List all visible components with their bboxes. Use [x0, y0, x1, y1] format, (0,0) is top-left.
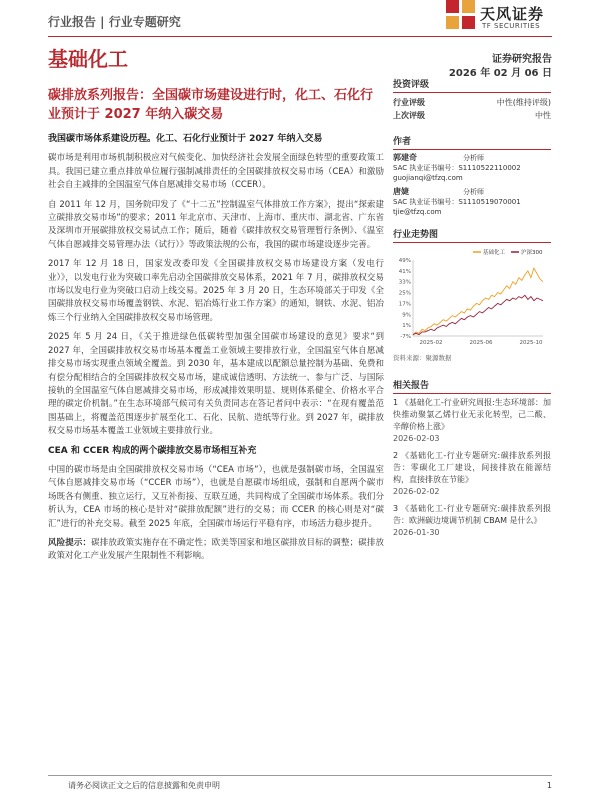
report-title: 碳排放系列报告：全国碳市场建设进行时，化工、石化行业预计于 2027 年纳入碳交易: [48, 88, 374, 122]
rating-value: 中性(维持评级): [496, 98, 551, 107]
related-date: 2026-02-03: [393, 434, 440, 443]
risk-label: 风险提示：: [48, 537, 92, 548]
section-heading: CEA 和 CCER 构成的两个碳排放交易市场相互补充: [48, 445, 257, 456]
report-category: 行业报告 | 行业专题研究: [48, 15, 181, 29]
trend-chart: [393, 246, 551, 351]
series-line: [413, 295, 543, 334]
related-num: 1: [393, 398, 399, 407]
author-role: 分析师: [463, 154, 484, 162]
related-num: 2: [393, 451, 399, 460]
author-role: 分析师: [463, 188, 484, 196]
related-list: [393, 397, 551, 539]
y-tick-label: 41%: [398, 268, 411, 275]
author-name: 郭建奇: [393, 153, 417, 162]
main-body: [48, 133, 384, 570]
x-tick-label: 2025-10: [519, 340, 543, 346]
rating-row: [393, 96, 551, 109]
logo-subtext: TF SECURITIES: [482, 22, 541, 30]
y-tick-label: 25%: [398, 290, 411, 297]
related-text: 《基础化工-行业专题研究:碳排放系列报告：欧洲碳边境调节机制 CBAM 是什么》: [393, 504, 551, 525]
authors-section-title: 作者: [393, 134, 551, 150]
rating-label: 行业评级: [393, 98, 425, 107]
related-item[interactable]: [393, 450, 551, 498]
paragraph: 中国的碳市场是由全国碳排放权交易市场（“CEA 市场”），也就是强制碳市场，全国温室气体自愿减排交易市场（“CCER 市场”），也就是自愿碳市场组成，强制和自愿两个碳市场既各有侧重、独立运行，又互补衔接、互联互通，共同构成了全国碳市场体系。我们分析认为，CEA 市场的核心是针对“碳排放配额”进行的交易；而 CCER 的核心则是对“碳汇”进行的补充交易。截至 2025 年底，全国碳市场运行平稳有序，市场活力稳步提升。: [48, 464, 384, 529]
related-num: 3: [393, 504, 399, 513]
author-name: 唐婕: [393, 187, 409, 196]
related-text: 《基础化工-行业研究周报:生态环境部：加快推动聚氯乙烯行业无汞化转型，己二酸、辛醇价格上涨》: [393, 398, 551, 431]
related-text: 《基础化工-行业专题研究:碳排放系列报告：零碳化工厂建设，间接排放在能源结构，直接排放在节能》: [393, 451, 551, 484]
series-line: [413, 268, 543, 335]
logo-text: 天风证券: [480, 5, 545, 23]
y-tick-label: 49%: [398, 258, 411, 264]
author-email[interactable]: guojianqi@tfzq.com: [393, 174, 463, 182]
logo-mark-icon: [446, 0, 476, 30]
chart-source: 资料来源：聚源数据: [393, 354, 452, 362]
paragraph: 2025 年 5 月 24 日，《关于推进绿色低碳转型加强全国碳市场建设的意见》要求“到 2027 年，全国碳排放权交易市场基本覆盖工业领域主要排放行业，全国温室气体自愿减排交易市场实现重点领域全覆盖。到 2030 年，基本建成以配额总量控制为基础、免费和有偿分配相结合的全国碳排放权交易市场，建成诚信透明、方法统一、参与广泛、与国际接轨的全国温室气体自愿减排交易市场，形成减排效果明显、规则体系健全、价格水平合理的碳定价机制。”在生态环境部气候司有关负责同志在答记者问中表示：“在现有覆盖范围基础上，将覆盖范围逐步扩展至化工、石化、民航、造纸等行业。到 2027 年，碳排放权交易市场基本覆盖工业领域主要排放行业。: [48, 332, 384, 437]
related-item[interactable]: [393, 503, 551, 539]
prev-rating-value: 中性: [535, 111, 551, 120]
trend-section-title: 行业走势图: [393, 227, 551, 243]
y-tick-label: 17%: [398, 301, 411, 308]
related-item[interactable]: [393, 397, 551, 445]
x-tick-label: 2025-02: [419, 340, 443, 346]
footer-disclaimer: 请务必阅读正文之后的信息披露和免责申明: [68, 781, 220, 790]
paragraph: 2017 年 12 月 18 日，国家发改委印发《全国碳排放权交易市场建设方案（发电行业）》，以发电行业为突破口率先启动全国碳排放交易体系，2021 年 7 月，碳排放权交易市场以发电行业为突破口启动上线交易。2025 年 3 月 20 日，生态环境部关于印发《全国碳排放权交易市场覆盖钢铁、水泥、铝冶炼行业工作方案》的通知，钢铁、水泥、铝冶炼三个行业纳入全国碳排放权交易市场管理。: [48, 259, 384, 323]
y-tick-label: 33%: [398, 279, 411, 286]
risk-text: 碳排放政策实施存在不确定性；欧美等国家和地区碳排放目标的调整；碳排放政策对化工产业发展产生限制性不利影响。: [48, 537, 384, 562]
y-tick-label: 9%: [402, 312, 411, 319]
author-cert: SAC 执业证书编号：S1110522110002: [393, 164, 521, 172]
legend-label: 基础化工: [483, 250, 506, 256]
related-date: 2026-01-30: [393, 528, 440, 537]
related-date: 2026-02-02: [393, 487, 440, 496]
sidebar: [393, 77, 551, 544]
page-number: 1: [546, 781, 552, 790]
header-divider: [48, 36, 552, 37]
legend-label: 沪深300: [521, 250, 543, 256]
paragraph: 自 2011 年 12 月，国务院印发了《“十二五”控制温室气体排放工作方案》，提出“探索建立碳排放交易市场”的要求；2011 年北京市、天津市、上海市、重庆市、湖北省、广东省及深圳市开展碳排放权交易试点工作；随后，随着《碳排放权交易管理暂行条例》、《温室气体自愿减排交易管理办法（试行）》等政策法规的公布，我国的碳市场建设逐步完善。: [48, 199, 384, 250]
prev-rating-label: 上次评级: [393, 111, 425, 120]
rating-section-title: 投资评级: [393, 77, 551, 93]
y-tick-label: 1%: [402, 323, 411, 330]
section-heading: 我国碳市场体系建设历程。化工、石化行业预计于 2027 年纳入交易: [48, 134, 323, 144]
related-section-title: 相关报告: [393, 378, 551, 394]
sector-title: 基础化工: [48, 47, 128, 71]
x-tick-label: 2025-06: [469, 340, 493, 346]
author-card: [393, 187, 551, 217]
report-type: 证券研究报告: [492, 54, 552, 65]
trend-chart-svg: [393, 246, 551, 351]
prev-rating-row: [393, 109, 551, 122]
company-logo: [446, 0, 556, 36]
y-tick-label: -7%: [400, 334, 411, 340]
risk-paragraph: [48, 537, 384, 564]
author-card: [393, 153, 551, 183]
author-cert: SAC 执业证书编号：S1110519070001: [393, 198, 521, 206]
author-email[interactable]: tjie@tfzq.com: [393, 208, 442, 216]
footer-divider: [48, 775, 552, 776]
paragraph: 碳市场是利用市场机制积极应对气候变化、加快经济社会发展全面绿色转型的重要政策工具。我国已建立重点排放单位履行强制减排责任的全国碳排放权交易市场（CEA）和激励社会自主减排的全国温室气体自愿减排交易市场（CCER）。: [48, 153, 384, 191]
report-date: 2026 年 02 月 06 日: [448, 68, 552, 79]
